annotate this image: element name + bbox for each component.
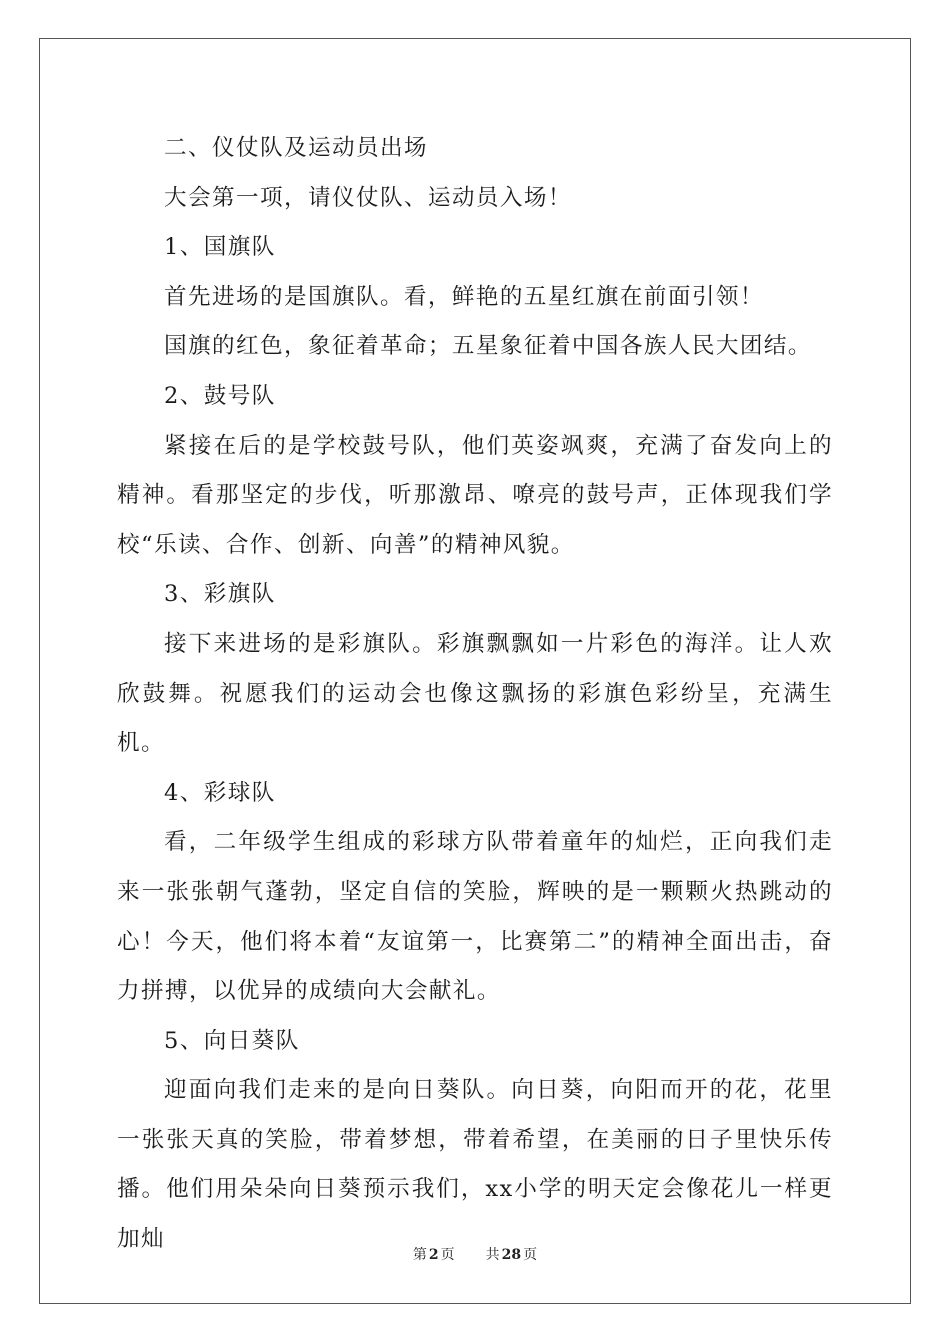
paragraph-heading-flag-team: 1、国旗队 <box>164 234 276 261</box>
paragraph-heading-drum-team: 2、鼓号队 <box>164 382 276 409</box>
paragraph-ball-team: 看，二年级学生组成的彩球方队带着童年的灿烂，正向我们走来一张张朝气蓬勃，坚定自信的笑脸，辉映的是一颗颗火热跳动的心！今天，他们将本着“友谊第一，比赛第二”的精神全面出击，奋力拼搏，以优异的成绩向大会献礼。 <box>117 829 833 1005</box>
paragraph-heading-banner-team: 3、彩旗队 <box>164 581 276 608</box>
paragraph-banner-team: 接下来进场的是彩旗队。彩旗飘飘如一片彩色的海洋。让人欢欣鼓舞。祝愿我们的运动会也像这飘扬的彩旗色彩纷呈，充满生机。 <box>117 630 833 757</box>
page-indicator <box>411 1247 457 1263</box>
paragraph-section-heading: 二、仪仗队及运动员出场 <box>164 135 428 161</box>
paragraph-drum-team: 紧接在后的是学校鼓号队，他们英姿飒爽，充满了奋发向上的精神。看那坚定的步伐，听那激昂、嘹亮的鼓号声，正体现我们学校“乐读、合作、创新、向善”的精神风貌。 <box>117 432 833 558</box>
paragraph-heading-ball-team: 4、彩球队 <box>164 779 276 806</box>
page-suffix: 页 <box>440 1247 455 1263</box>
paragraph-announcement: 大会第一项，请仪仗队、运动员入场！ <box>164 184 572 211</box>
total-indicator <box>484 1247 539 1263</box>
total-prefix: 共 <box>485 1247 500 1263</box>
paragraph-heading-sunflower-team: 5、向日葵队 <box>164 1027 300 1054</box>
page-footer <box>0 1244 950 1264</box>
paragraph-sunflower-team: 迎面向我们走来的是向日葵队。向日葵，向阳而开的花，花里一张张天真的笑脸，带着梦想，带着希望，在美丽的日子里快乐传播。他们用朵朵向日葵预示我们，xx小学的明天定会像花儿一样更加灿 <box>117 1077 833 1253</box>
paragraph-flag-team-2: 国旗的红色，象征着革命；五星象征着中国各族人民大团结。 <box>164 333 812 360</box>
total-suffix: 页 <box>523 1247 538 1263</box>
document-body <box>117 124 833 1265</box>
page-prefix: 第 <box>412 1247 427 1263</box>
total-pages: 28 <box>501 1247 522 1263</box>
page-number: 2 <box>428 1247 439 1263</box>
paragraph-flag-team-1: 首先进场的是国旗队。看，鲜艳的五星红旗在前面引领！ <box>164 283 764 310</box>
